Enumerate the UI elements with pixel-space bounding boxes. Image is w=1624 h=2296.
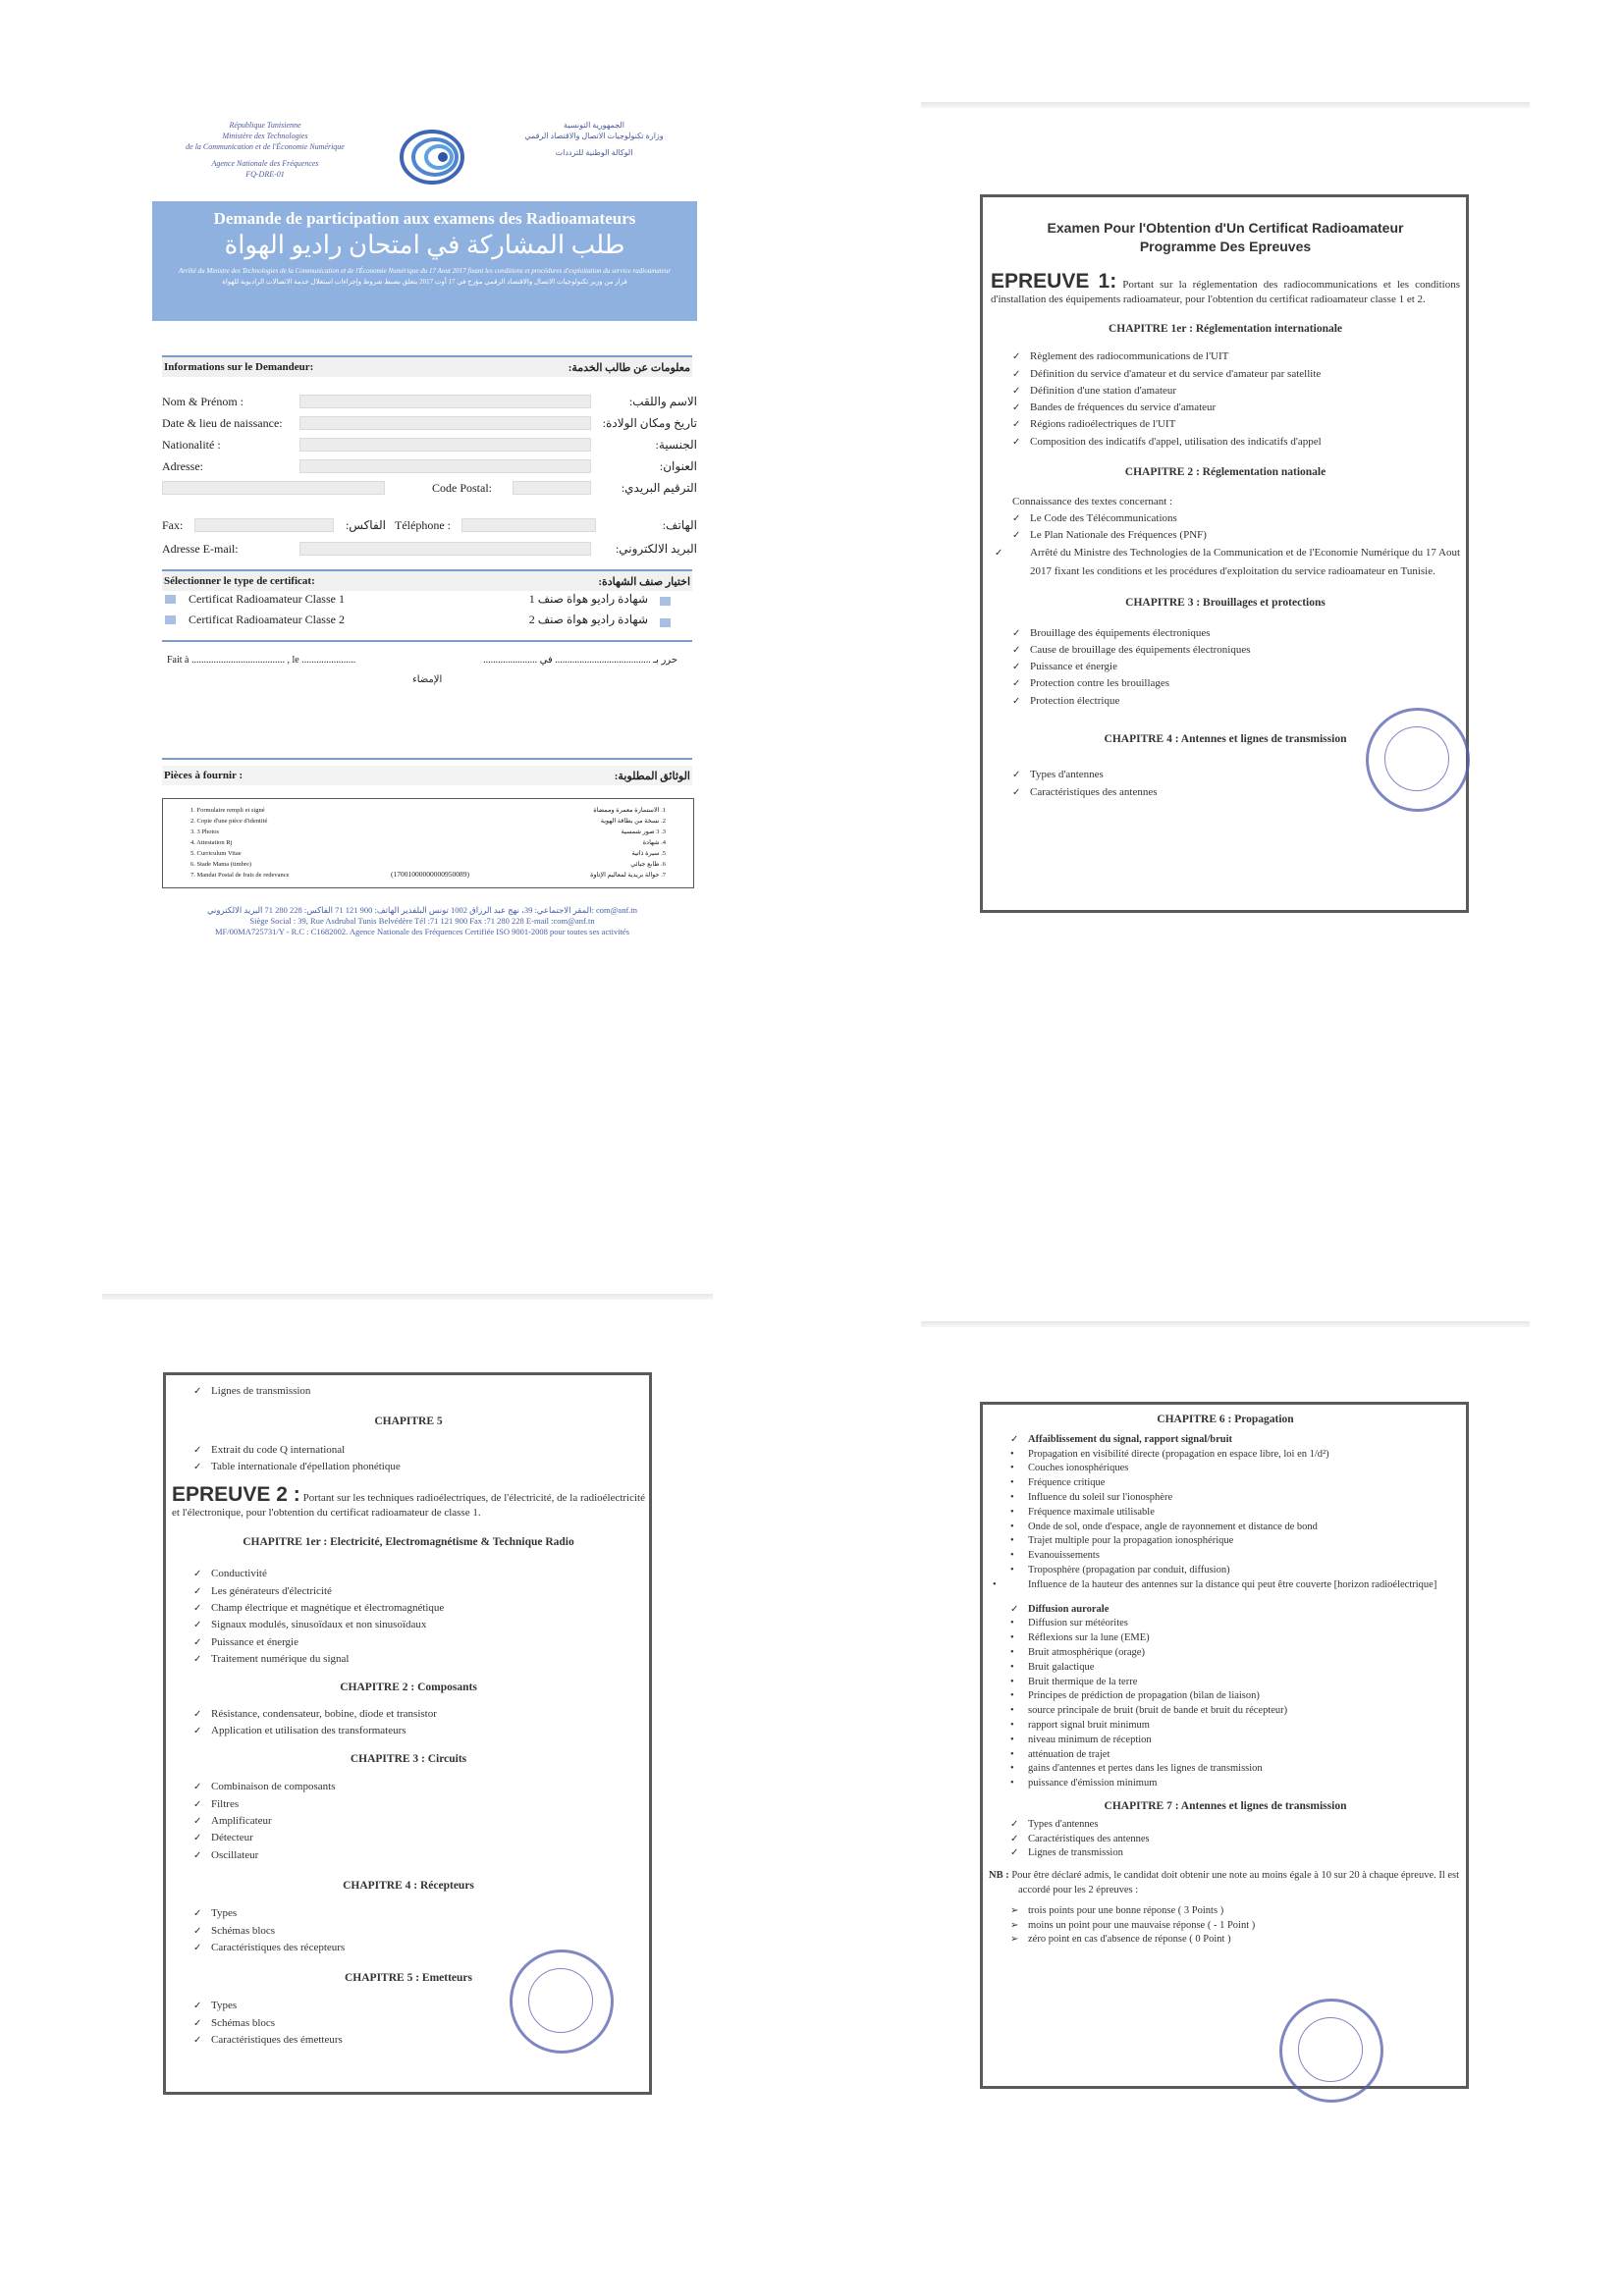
chapter-list bbox=[172, 1706, 645, 1740]
class1-checkbox-ar[interactable] bbox=[660, 597, 671, 606]
list-item: ✓ Lignes de transmission bbox=[1010, 1846, 1462, 1861]
list-item: • Réflexions sur la lune (EME) bbox=[1010, 1631, 1462, 1646]
list-item: ✓ Amplificateur bbox=[193, 1813, 645, 1830]
list-item: ✓ Les générateurs d'électricité bbox=[193, 1583, 645, 1600]
epreuve-2 bbox=[172, 1483, 645, 1521]
pieces-account: (17001000000000950089) bbox=[391, 870, 469, 879]
programme-page-1 bbox=[980, 194, 1469, 913]
class1-checkbox[interactable] bbox=[165, 595, 176, 604]
pieces-list-fr bbox=[190, 805, 290, 881]
info-section-title-ar: معلومات عن طالب الخدمة: bbox=[568, 362, 690, 374]
chapter-list bbox=[172, 1905, 645, 1956]
list-item: 1. الاستمارة معمرة وممضاة bbox=[593, 807, 666, 814]
list-item: • Evanouissements bbox=[1010, 1549, 1462, 1564]
chapter-list bbox=[172, 1383, 645, 1400]
class2-label-ar: شهادة راديو هواة صنف 2 bbox=[528, 613, 648, 626]
name-label-ar: الاسم واللقب: bbox=[628, 395, 697, 408]
list-item: ✓ Signaux modulés, sinusoïdaux et non sinusoïdaux bbox=[193, 1617, 645, 1633]
epreuve-2-text: Portant sur les techniques radioélectriques, de l'électricité, de la radioélectricité et l'électronique, pour l'obtention du certificat radioamateur de classe 1. bbox=[172, 1492, 645, 1520]
list-item: ✓ Application et utilisation des transformateurs bbox=[193, 1723, 645, 1739]
list-item: • Propagation en visibilité directe (propagation en espace libre, loi en 1/d²) bbox=[1010, 1448, 1462, 1463]
email-field[interactable] bbox=[299, 542, 591, 556]
official-stamp-icon bbox=[1279, 1999, 1383, 2103]
pieces-box bbox=[162, 798, 694, 888]
list-item: • Influence de la hauteur des antennes sur la distance qui peut être couverte [horizon radioélectrique] bbox=[1010, 1578, 1462, 1593]
list-item: ✓ Extrait du code Q international bbox=[193, 1442, 645, 1459]
header-right-line: وزارة تكنولوجيات الاتصال والاقتصاد الرقمي bbox=[524, 132, 664, 140]
list-item: ✓ Définition d'une station d'amateur bbox=[1012, 383, 1460, 400]
list-item: ✓ Définition du service d'amateur et du service d'amateur par satellite bbox=[1012, 366, 1460, 383]
chapter-title: CHAPITRE 4 : Récepteurs bbox=[343, 1879, 474, 1892]
chapter-list bbox=[989, 1603, 1462, 1791]
chapter-list bbox=[991, 510, 1460, 582]
programme-2-content bbox=[172, 1383, 645, 2049]
form-reference: FQ-DRE-01 bbox=[245, 170, 285, 179]
signature-label: الإمضاء bbox=[412, 674, 443, 685]
list-item: • rapport signal bruit minimum bbox=[1010, 1719, 1462, 1734]
class2-checkbox-ar[interactable] bbox=[660, 618, 671, 627]
postal-field[interactable] bbox=[513, 481, 591, 495]
class1-label-ar: شهادة راديو هواة صنف 1 bbox=[528, 592, 648, 606]
cert-section-title-fr: Sélectionner le type de certificat: bbox=[164, 575, 315, 587]
list-item: ✓ Affaiblissement du signal, rapport signal/bruit bbox=[1010, 1433, 1462, 1448]
list-item: • Couches ionosphériques bbox=[1010, 1462, 1462, 1476]
page-edge bbox=[921, 1321, 1530, 1327]
list-item: ✓ Bandes de fréquences du service d'amateur bbox=[1012, 400, 1460, 416]
chapter-title: CHAPITRE 5 : Emetteurs bbox=[345, 1972, 472, 1985]
list-item: ✓ Champ électrique et magnétique et électromagnétique bbox=[193, 1600, 645, 1617]
nb-label: NB : bbox=[989, 1870, 1009, 1882]
header-left-line: Agence Nationale des Fréquences bbox=[211, 159, 319, 168]
list-item: ✓ Caractéristiques des antennes bbox=[1010, 1833, 1462, 1847]
postal-label-ar: الترقيم البريدي: bbox=[621, 481, 697, 495]
list-item: • Diffusion sur météorites bbox=[1010, 1617, 1462, 1631]
decree-fr: Arrêté du Ministre des Technologies de la Communication et de l'Économie Numérique du 17 Aout 2017 fixant les conditions et procédures d'exploitation du service radioamateur bbox=[178, 267, 672, 275]
list-item: 4. Attestation Rj bbox=[190, 839, 233, 846]
list-item: ✓ Types d'antennes bbox=[1012, 767, 1460, 783]
sign-line-fr: Fait à ...................................... , le ...................... bbox=[167, 655, 356, 666]
footer-line: Siège Social : 39, Rue Asdrubal Tunis Belvédère Tél :71 121 900 Fax :71 280 228 E-mail :com@anf.tn bbox=[249, 916, 595, 926]
list-item: • Principes de prédiction de propagation (bilan de liaison) bbox=[1010, 1689, 1462, 1704]
header-left-line: République Tunisienne bbox=[229, 121, 301, 130]
list-item: ✓ Régions radioélectriques de l'UIT bbox=[1012, 416, 1460, 433]
list-item: ✓ Caractéristiques des émetteurs bbox=[193, 2032, 645, 2049]
list-item: ✓ Caractéristiques des récepteurs bbox=[193, 1940, 645, 1956]
list-item: ✓ Brouillage des équipements électroniques bbox=[1012, 625, 1460, 642]
chapter-title: CHAPITRE 1er : Electricité, Electromagnétisme & Technique Radio bbox=[243, 1536, 574, 1549]
chapter-title: CHAPITRE 2 : Composants bbox=[340, 1682, 477, 1694]
title-banner bbox=[152, 201, 697, 321]
list-item: 5. Curriculum Vitae bbox=[190, 850, 242, 857]
list-item: ✓ Règlement des radiocommunications de l'UIT bbox=[1012, 348, 1460, 365]
header-left bbox=[157, 120, 373, 180]
nb-note bbox=[989, 1869, 1462, 1898]
chapter-list bbox=[991, 625, 1460, 710]
info-section-header bbox=[162, 355, 692, 377]
page-edge bbox=[921, 102, 1530, 108]
form-title-ar: طلب المشاركة في امتحان راديو الهواة bbox=[224, 231, 625, 259]
list-item: ✓ Types bbox=[193, 1905, 645, 1922]
list-item: 1. Formulaire rempli et signé bbox=[190, 807, 265, 814]
chapter-title: CHAPITRE 6 : Propagation bbox=[1157, 1414, 1294, 1425]
fax-field[interactable] bbox=[194, 518, 334, 532]
form-title-fr: Demande de participation aux examens des Radioamateurs bbox=[213, 209, 636, 228]
class2-checkbox[interactable] bbox=[165, 615, 176, 624]
epreuve-1-label: EPREUVE 1: bbox=[991, 270, 1117, 293]
programme-page-3 bbox=[980, 1402, 1469, 2089]
chapter-title: CHAPITRE 1er : Réglementation internationale bbox=[1108, 323, 1343, 335]
list-item: ✓ Cause de brouillage des équipements électroniques bbox=[1012, 642, 1460, 659]
epreuve-2-label: EPREUVE 2 : bbox=[172, 1483, 300, 1507]
list-item: ➢ zéro point en cas d'absence de réponse ( 0 Point ) bbox=[1010, 1933, 1462, 1948]
list-item: ✓ Lignes de transmission bbox=[193, 1383, 645, 1400]
cert-section-header bbox=[162, 569, 692, 591]
list-item: • niveau minimum de réception bbox=[1010, 1734, 1462, 1748]
list-item: ✓ Détecteur bbox=[193, 1830, 645, 1846]
footer bbox=[167, 905, 677, 937]
email-label-ar: البريد الالكتروني: bbox=[615, 542, 697, 556]
header-right bbox=[491, 120, 697, 158]
chapter-title: CHAPITRE 3 : Brouillages et protections bbox=[1125, 597, 1326, 610]
address-label: Adresse: bbox=[162, 459, 203, 473]
pieces-list-ar bbox=[590, 805, 666, 881]
list-item: • gains d'antennes et pertes dans les lignes de transmission bbox=[1010, 1762, 1462, 1777]
phone-label: Téléphone : bbox=[395, 518, 451, 532]
list-item: 2. نسخة من بطاقة الهوية bbox=[600, 818, 666, 825]
address-field[interactable] bbox=[299, 459, 591, 473]
list-item: 3. 3 صور شمسية bbox=[621, 828, 666, 835]
header-left-line: Ministère des Technologies bbox=[222, 132, 308, 140]
header-right-line: الجمهورية التونسية bbox=[564, 121, 624, 130]
list-item: ✓ Schémas blocs bbox=[193, 2015, 645, 2032]
list-item: ✓ Protection contre les brouillages bbox=[1012, 675, 1460, 692]
class1-label: Certificat Radioamateur Classe 1 bbox=[189, 592, 345, 606]
list-item: 5. سيرة ذاتية bbox=[631, 850, 666, 857]
chapter-list bbox=[172, 1442, 645, 1476]
address-field-line2[interactable] bbox=[162, 481, 385, 495]
info-section-title-fr: Informations sur le Demandeur: bbox=[164, 361, 314, 373]
fax-label-ar: الفاكس: bbox=[345, 518, 386, 532]
list-item: 7. Mandat Postal de frais de redevance bbox=[190, 872, 290, 879]
address-label-ar: العنوان: bbox=[659, 459, 697, 473]
pieces-title-ar: الوثائق المطلوبة: bbox=[614, 771, 690, 782]
sign-line-ar: حرر بـ ....................................... في ...................... bbox=[483, 655, 677, 666]
application-form-page bbox=[147, 108, 697, 962]
chapter-title: CHAPITRE 4 : Antennes et lignes de transmission bbox=[1104, 733, 1347, 746]
anf-logo-icon bbox=[398, 128, 466, 187]
programme-3-content bbox=[989, 1413, 1462, 1948]
list-item: ✓ Protection électrique bbox=[1012, 693, 1460, 710]
decree-ar: قرار من وزير تكنولوجيات الاتصال والاقتصاد الرقمي مؤرخ في 17 أوت 2017 يتعلق بضبط شروط وإجراءات استغلال خدمة الاتصالات الراديوية للهواة bbox=[222, 278, 627, 286]
list-item: ✓ Puissance et énergie bbox=[1012, 659, 1460, 675]
pieces-section-header bbox=[162, 766, 692, 785]
list-item: ✓ Diffusion aurorale bbox=[1010, 1603, 1462, 1618]
chapter-list bbox=[989, 1818, 1462, 1861]
list-item: ✓ Composition des indicatifs d'appel, utilisation des indicatifs d'appel bbox=[1012, 434, 1460, 451]
list-item: ➢ moins un point pour une mauvaise réponse ( - 1 Point ) bbox=[1010, 1919, 1462, 1934]
list-item: ✓ Arrêté du Ministre des Technologies de la Communication et de l'Economie Numérique du 17 Aout 2017 fixant les conditions et les procédures d'exploitation du service radioamateur en Tunisie. bbox=[1012, 544, 1460, 581]
header-right-line: الوكالة الوطنية للترددات bbox=[555, 148, 633, 157]
name-label: Nom & Prénom : bbox=[162, 395, 244, 408]
chapter-intro: Connaissance des textes concernant : bbox=[1012, 496, 1173, 508]
list-item: • Bruit galactique bbox=[1010, 1661, 1462, 1676]
birth-label: Date & lieu de naissance: bbox=[162, 416, 283, 430]
chapter-title: CHAPITRE 2 : Réglementation nationale bbox=[1124, 466, 1326, 479]
cert-section-title-ar: اختيار صنف الشهادة: bbox=[598, 576, 690, 588]
chapter-list bbox=[989, 1433, 1462, 1593]
birth-field[interactable] bbox=[299, 416, 591, 430]
list-item: ✓ Conductivité bbox=[193, 1566, 645, 1582]
fax-label: Fax: bbox=[162, 518, 184, 532]
list-item: • Influence du soleil sur l'ionosphère bbox=[1010, 1491, 1462, 1506]
list-item: ✓ Schémas blocs bbox=[193, 1923, 645, 1940]
official-stamp-icon bbox=[510, 1949, 614, 2054]
list-item: • Fréquence critique bbox=[1010, 1476, 1462, 1491]
list-item: 2. Copie d'une pièce d'identité bbox=[190, 818, 268, 825]
footer-line: com@anf.tn :المقر الاجتماعي: 39، نهج عبد الرزاق 1002 تونس البلفدير الهاتف: 900 121 71 الفاكس: 228 280 71 البريد الالكتروني bbox=[206, 905, 638, 915]
epreuve-1-text: Portant sur la réglementation des radiocommunications et les conditions d'installation des équipements radioamateur, pour l'obtention du certificat radioamateur classe 1 et 2. bbox=[991, 279, 1460, 305]
list-item: • puissance d'émission minimum bbox=[1010, 1777, 1462, 1791]
chapter-title: CHAPITRE 5 bbox=[374, 1415, 443, 1428]
list-item: ✓ Combinaison de composants bbox=[193, 1779, 645, 1795]
chapter-list bbox=[172, 1566, 645, 1668]
programme-title-line: Programme Des Epreuves bbox=[1139, 239, 1312, 254]
list-item: • Fréquence maximale utilisable bbox=[1010, 1506, 1462, 1521]
chapter-title: CHAPITRE 7 : Antennes et lignes de transmission bbox=[1104, 1799, 1347, 1812]
list-item: ✓ Filtres bbox=[193, 1796, 645, 1813]
chapter-list bbox=[172, 1779, 645, 1863]
footer-line: MF/00MA725731/Y - R.C : C1682002. Agence Nationale des Fréquences Certifiée ISO 9001-2008 pour toutes ses activités bbox=[214, 927, 630, 936]
list-item: • Trajet multiple pour la propagation ionosphérique bbox=[1010, 1534, 1462, 1549]
official-stamp-icon bbox=[1366, 708, 1470, 812]
programme-title-line: Examen Pour l'Obtention d'Un Certificat Radioamateur bbox=[1047, 220, 1404, 236]
nationality-field[interactable] bbox=[299, 438, 591, 452]
page-edge bbox=[102, 1294, 713, 1300]
class2-label: Certificat Radioamateur Classe 2 bbox=[189, 613, 345, 626]
phone-field[interactable] bbox=[461, 518, 596, 532]
list-item: 6. Stade Mama (timbre) bbox=[190, 861, 252, 868]
epreuve-1 bbox=[991, 270, 1460, 307]
header-left-line: de la Communication et de l'Économie Numérique bbox=[186, 142, 345, 151]
list-item: • source principale de bruit (bruit de bande et bruit du récepteur) bbox=[1010, 1704, 1462, 1719]
list-item: • Troposphère (propagation par conduit, diffusion) bbox=[1010, 1564, 1462, 1578]
birth-label-ar: تاريخ ومكان الولادة: bbox=[602, 416, 697, 430]
email-label: Adresse E-mail: bbox=[162, 542, 239, 556]
list-item: 4. شهادة bbox=[642, 839, 666, 846]
nb-list bbox=[989, 1904, 1462, 1948]
list-item: ✓ Le Code des Télécommunications bbox=[1012, 510, 1460, 527]
phone-label-ar: الهاتف: bbox=[662, 518, 697, 532]
chapter-title: CHAPITRE 3 : Circuits bbox=[350, 1753, 467, 1766]
chapter-list bbox=[991, 348, 1460, 451]
list-item: ✓ Caractéristiques des antennes bbox=[1012, 784, 1460, 801]
list-item: 3. 3 Photos bbox=[190, 828, 220, 835]
list-item: ✓ Types bbox=[193, 1998, 645, 2014]
list-item: • atténuation de trajet bbox=[1010, 1748, 1462, 1763]
list-item: • Bruit thermique de la terre bbox=[1010, 1676, 1462, 1690]
list-item: ✓ Traitement numérique du signal bbox=[193, 1651, 645, 1668]
list-item: ✓ Table internationale d'épellation phonétique bbox=[193, 1459, 645, 1475]
name-field[interactable] bbox=[299, 395, 591, 408]
list-item: ✓ Types d'antennes bbox=[1010, 1818, 1462, 1833]
list-item: ✓ Puissance et énergie bbox=[193, 1634, 645, 1651]
pieces-title-fr: Pièces à fournir : bbox=[164, 770, 244, 781]
divider bbox=[162, 758, 692, 760]
programme-title bbox=[991, 219, 1460, 256]
programme-1-content bbox=[991, 219, 1460, 801]
list-item: 6. طابع جبائي bbox=[630, 861, 666, 868]
list-item: ✓ Résistance, condensateur, bobine, diode et transistor bbox=[193, 1706, 645, 1723]
programme-page-2 bbox=[163, 1372, 652, 2095]
list-item: 7. حوالة بريدية لمعاليم الإتاوة bbox=[590, 872, 666, 879]
list-item: ✓ Oscillateur bbox=[193, 1847, 645, 1864]
list-item: ➢ trois points pour une bonne réponse ( 3 Points ) bbox=[1010, 1904, 1462, 1919]
nationality-label-ar: الجنسية: bbox=[655, 438, 697, 452]
nb-text: Pour être déclaré admis, le candidat doit obtenir une note au moins égale à 10 sur 20 à chaque épreuve. Il est accordé pour les 2 épreuves : bbox=[1011, 1870, 1460, 1896]
list-item: ✓ Le Plan Nationale des Fréquences (PNF) bbox=[1012, 527, 1460, 544]
postal-label: Code Postal: bbox=[432, 481, 493, 495]
list-item: • Onde de sol, onde d'espace, angle de rayonnement et distance de bond bbox=[1010, 1521, 1462, 1535]
nationality-label: Nationalité : bbox=[162, 438, 221, 452]
list-item: • Bruit atmosphérique (orage) bbox=[1010, 1646, 1462, 1661]
divider bbox=[162, 640, 692, 642]
